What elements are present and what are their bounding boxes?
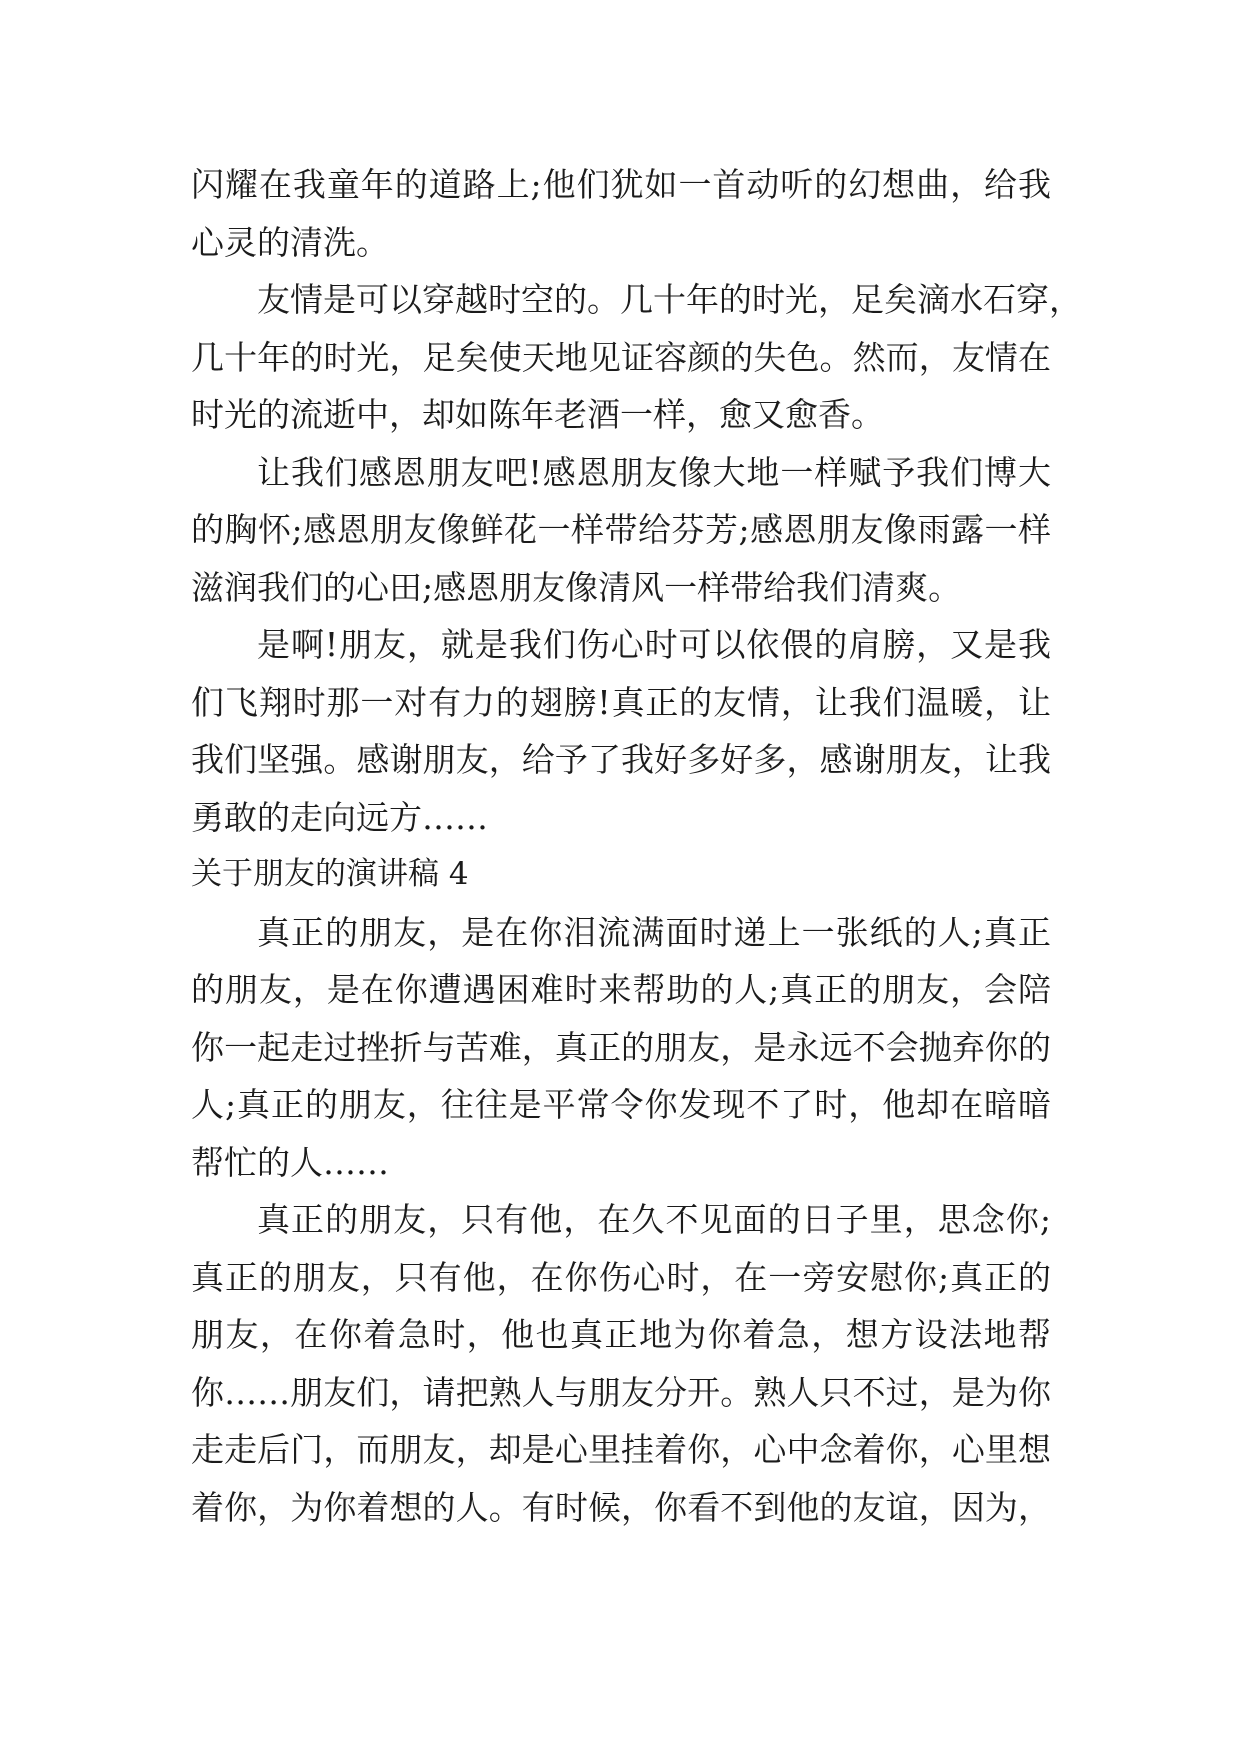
text-line: 几十年的时光，足矣使天地见证容颜的失色。然而，友情在 — [191, 337, 1051, 377]
text-line: 着你，为你着想的人。有时候，你看不到他的友谊，因为， — [191, 1487, 1051, 1527]
text-line: 人;真正的朋友，往往是平常令你发现不了时，他却在暗暗 — [191, 1085, 1051, 1124]
document-page — [191, 156, 1082, 1536]
text-line: 我们坚强。感谢朋友，给予了我好多好多，感谢朋友，让我 — [191, 740, 1051, 779]
text-line: 闪耀在我童年的道路上;他们犹如一首动听的幻想曲，给我 — [191, 165, 1051, 204]
text-line: 友情是可以穿越时空的。几十年的时光，足矣滴水石穿， — [257, 280, 1082, 319]
text-line: 是啊!朋友，就是我们伤心时可以依偎的肩膀，又是我 — [257, 625, 1051, 664]
text-line: 真正的朋友，只有他，在久不见面的日子里，思念你; — [257, 1200, 1051, 1239]
text-line: 让我们感恩朋友吧!感恩朋友像大地一样赋予我们博大 — [257, 452, 1051, 492]
text-line: 你一起走过挫折与苦难，真正的朋友，是永远不会抛弃你的 — [191, 1027, 1051, 1067]
text-line: 走走后门，而朋友，却是心里挂着你，心中念着你，心里想 — [191, 1430, 1051, 1469]
text-line: 勇敢的走向远方…… — [191, 797, 488, 837]
text-line: 的胸怀;感恩朋友像鲜花一样带给芬芳;感恩朋友像雨露一样 — [191, 510, 1051, 549]
text-line: 滋润我们的心田;感恩朋友像清风一样带给我们清爽。 — [191, 567, 962, 607]
text-line: 真正的朋友，只有他，在你伤心时，在一旁安慰你;真正的 — [191, 1257, 1051, 1297]
text-line: 的朋友，是在你遭遇困难时来帮助的人;真正的朋友，会陪 — [191, 970, 1051, 1009]
text-line: 朋友，在你着急时，他也真正地为你着急，想方设法地帮 — [191, 1315, 1051, 1354]
section-heading: 关于朋友的演讲稿 4 — [191, 856, 469, 892]
text-line: 们飞翔时那一对有力的翅膀!真正的友情，让我们温暖，让 — [191, 682, 1051, 722]
text-line: 你……朋友们，请把熟人与朋友分开。熟人只不过，是为你 — [191, 1372, 1051, 1412]
text-line: 帮忙的人…… — [191, 1142, 389, 1182]
text-line: 真正的朋友，是在你泪流满面时递上一张纸的人;真正 — [257, 912, 1051, 952]
text-line: 时光的流逝中，却如陈年老酒一样，愈又愈香。 — [191, 395, 884, 434]
text-line: 心灵的清洗。 — [191, 222, 389, 262]
